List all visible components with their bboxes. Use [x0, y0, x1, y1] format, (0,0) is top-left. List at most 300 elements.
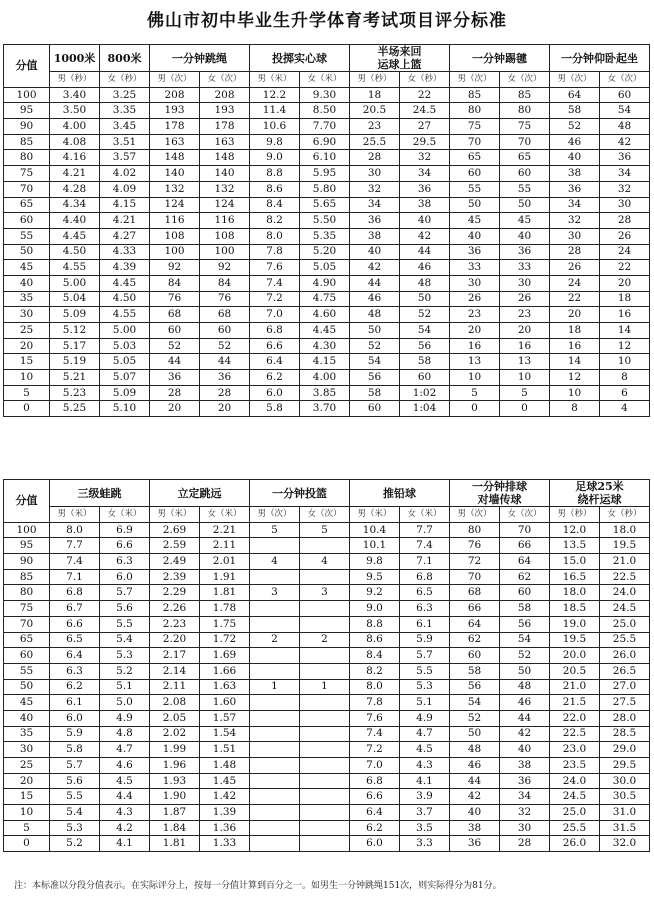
table-cell: 5.03 — [100, 338, 150, 354]
table-cell: 54 — [600, 103, 650, 119]
gender-unit-subheader: 男（米） — [250, 72, 300, 88]
score-column-header: 分值 — [4, 480, 50, 523]
table-cell: 4.50 — [100, 291, 150, 307]
table-cell: 60 — [450, 166, 500, 182]
table-cell: 27.0 — [600, 679, 650, 695]
table-row — [4, 275, 650, 291]
table-cell: 38 — [350, 228, 400, 244]
table-cell: 58 — [500, 601, 550, 617]
table-cell — [300, 710, 350, 726]
table-cell: 36 — [600, 150, 650, 166]
score-table-2 — [3, 479, 650, 852]
table-cell: 50 — [500, 197, 550, 213]
table-cell: 6.3 — [100, 554, 150, 570]
table-cell: 44 — [150, 354, 200, 370]
table-cell: 4.2 — [100, 820, 150, 836]
score-cell: 55 — [4, 663, 50, 679]
table-cell: 8.2 — [350, 663, 400, 679]
table-cell: 7.0 — [350, 758, 400, 774]
table-cell: 8.4 — [250, 197, 300, 213]
event-header-standing-long-jump: 立定跳远 — [150, 480, 250, 507]
table-row — [4, 307, 650, 323]
score-cell: 80 — [4, 585, 50, 601]
table-cell: 4.3 — [100, 805, 150, 821]
table-cell: 20 — [550, 307, 600, 323]
table-row — [4, 354, 650, 370]
table-cell: 33 — [450, 260, 500, 276]
table-cell: 20.0 — [550, 648, 600, 664]
table-cell: 4.1 — [100, 836, 150, 852]
table-cell: 163 — [150, 134, 200, 150]
table-cell: 4.00 — [300, 370, 350, 386]
table-cell: 7.0 — [250, 307, 300, 323]
table-cell: 6.0 — [50, 710, 100, 726]
table-cell: 60 — [500, 585, 550, 601]
table-cell — [250, 538, 300, 554]
table-cell: 54 — [350, 354, 400, 370]
table-cell: 28 — [550, 244, 600, 260]
gender-unit-subheader: 女（次） — [300, 507, 350, 523]
table-cell: 6.5 — [50, 632, 100, 648]
table-cell: 6.4 — [250, 354, 300, 370]
table-cell: 6.6 — [100, 538, 150, 554]
table-cell: 7.1 — [400, 554, 450, 570]
table-cell: 76 — [200, 291, 250, 307]
table-cell: 60 — [500, 166, 550, 182]
table-cell: 4.15 — [300, 354, 350, 370]
score-cell: 70 — [4, 181, 50, 197]
table-cell: 8.4 — [350, 648, 400, 664]
table-cell: 27.5 — [600, 695, 650, 711]
score-cell: 25 — [4, 323, 50, 339]
table-row — [4, 616, 650, 632]
table-cell: 3.51 — [100, 134, 150, 150]
table-cell: 5.35 — [300, 228, 350, 244]
table-cell — [250, 710, 300, 726]
table-cell: 62 — [500, 569, 550, 585]
table-cell: 26 — [500, 291, 550, 307]
table-cell: 5.8 — [250, 401, 300, 417]
table-cell: 1.69 — [200, 648, 250, 664]
table-cell: 68 — [150, 307, 200, 323]
table-cell: 4.4 — [100, 789, 150, 805]
table-cell: 23 — [450, 307, 500, 323]
table-row — [4, 742, 650, 758]
table-cell: 21.0 — [600, 554, 650, 570]
table-cell: 64 — [450, 616, 500, 632]
score-cell: 100 — [4, 522, 50, 538]
table-cell: 48 — [400, 275, 450, 291]
table-cell: 2.23 — [150, 616, 200, 632]
table-cell: 4 — [250, 554, 300, 570]
score-cell: 60 — [4, 213, 50, 229]
event-header-basketball-shooting: 一分钟投篮 — [250, 480, 350, 507]
table-cell: 1.48 — [200, 758, 250, 774]
table-cell: 3.85 — [300, 385, 350, 401]
table-cell: 34 — [600, 166, 650, 182]
table-cell: 28 — [350, 150, 400, 166]
score-cell: 80 — [4, 150, 50, 166]
table-cell: 60 — [350, 401, 400, 417]
table-cell: 4.27 — [100, 228, 150, 244]
score-cell: 50 — [4, 679, 50, 695]
table-row — [4, 538, 650, 554]
table-row — [4, 338, 650, 354]
table-cell: 26 — [450, 291, 500, 307]
table-cell: 4 — [300, 554, 350, 570]
table-cell: 4.9 — [400, 710, 450, 726]
table-cell: 26.0 — [550, 836, 600, 852]
table-cell — [250, 648, 300, 664]
table-cell: 42 — [600, 134, 650, 150]
table-cell: 23.0 — [550, 742, 600, 758]
table-cell: 56 — [450, 679, 500, 695]
table-cell: 4 — [600, 401, 650, 417]
table-cell: 2.59 — [150, 538, 200, 554]
table-row — [4, 260, 650, 276]
table-cell: 3.9 — [400, 789, 450, 805]
table-row — [4, 758, 650, 774]
table-cell: 7.4 — [400, 538, 450, 554]
table-cell: 2 — [300, 632, 350, 648]
table-cell: 30.0 — [600, 773, 650, 789]
event-header-layup: 半场来回 运球上篮 — [350, 45, 450, 72]
table-cell: 6.5 — [400, 585, 450, 601]
table-cell: 60 — [400, 370, 450, 386]
table-cell: 4.55 — [100, 307, 150, 323]
table-cell: 4.45 — [50, 228, 100, 244]
table-cell: 68 — [200, 307, 250, 323]
table-cell: 2.14 — [150, 663, 200, 679]
score-cell: 30 — [4, 742, 50, 758]
score-cell: 35 — [4, 726, 50, 742]
table-cell: 1.91 — [200, 569, 250, 585]
table-cell: 8 — [550, 401, 600, 417]
score-cell: 30 — [4, 307, 50, 323]
score-cell: 35 — [4, 291, 50, 307]
table-cell: 44 — [400, 244, 450, 260]
table-cell: 8.8 — [250, 166, 300, 182]
table-cell: 45 — [450, 213, 500, 229]
table-cell — [300, 569, 350, 585]
table-cell: 4.6 — [100, 758, 150, 774]
table-cell: 52 — [550, 119, 600, 135]
table-cell: 46 — [550, 134, 600, 150]
gender-unit-subheader: 女（米） — [200, 507, 250, 523]
table-cell: 5.9 — [50, 726, 100, 742]
table-cell: 50 — [450, 197, 500, 213]
table-cell: 46 — [450, 758, 500, 774]
table-cell: 132 — [150, 181, 200, 197]
table-cell: 3 — [250, 585, 300, 601]
table-cell — [250, 742, 300, 758]
table-cell: 60 — [150, 323, 200, 339]
table-cell: 28 — [500, 836, 550, 852]
event-header-shuttlecock: 一分钟踢毽 — [450, 45, 550, 72]
table-cell: 30 — [450, 275, 500, 291]
table-cell: 6 — [600, 385, 650, 401]
table-cell: 208 — [150, 87, 200, 103]
table-cell — [300, 758, 350, 774]
score-cell: 65 — [4, 632, 50, 648]
table-cell: 16.5 — [550, 569, 600, 585]
table-cell: 7.8 — [250, 244, 300, 260]
table-cell: 85 — [450, 87, 500, 103]
table-row — [4, 773, 650, 789]
table-row — [4, 213, 650, 229]
table-cell: 2.11 — [200, 538, 250, 554]
table-cell: 24.0 — [600, 585, 650, 601]
table-cell — [300, 695, 350, 711]
table-cell: 132 — [200, 181, 250, 197]
score-cell: 95 — [4, 103, 50, 119]
table-cell: 5.17 — [50, 338, 100, 354]
table-cell: 7.70 — [300, 119, 350, 135]
table-cell: 1.45 — [200, 773, 250, 789]
table-cell: 5.09 — [100, 385, 150, 401]
table-cell: 4.00 — [50, 119, 100, 135]
table-cell: 32 — [350, 181, 400, 197]
table-cell — [250, 805, 300, 821]
table-cell: 4.21 — [50, 166, 100, 182]
table-cell: 5.09 — [50, 307, 100, 323]
score-cell: 20 — [4, 773, 50, 789]
table-cell: 4.33 — [100, 244, 150, 260]
score-cell: 100 — [4, 87, 50, 103]
table-cell: 38 — [500, 758, 550, 774]
table-cell: 3.40 — [50, 87, 100, 103]
table-cell: 25.5 — [600, 632, 650, 648]
table-cell: 20 — [500, 323, 550, 339]
table-cell: 5.05 — [100, 354, 150, 370]
table-cell: 30 — [500, 275, 550, 291]
table-cell: 10.1 — [350, 538, 400, 554]
table-cell: 6.4 — [350, 805, 400, 821]
table-cell: 6.2 — [50, 679, 100, 695]
table-cell: 20 — [450, 323, 500, 339]
table-cell: 7.6 — [350, 710, 400, 726]
table-cell: 26.0 — [600, 648, 650, 664]
table-cell: 70 — [500, 134, 550, 150]
table-cell: 9.30 — [300, 87, 350, 103]
table-cell: 3.35 — [100, 103, 150, 119]
table-cell: 4.9 — [100, 710, 150, 726]
table-cell: 1.87 — [150, 805, 200, 821]
score-cell: 85 — [4, 134, 50, 150]
table-cell: 55 — [450, 181, 500, 197]
table-row — [4, 789, 650, 805]
table-cell — [300, 663, 350, 679]
table-cell: 58 — [450, 663, 500, 679]
table-cell: 1.81 — [200, 585, 250, 601]
event-header-800m: 800米 — [100, 45, 150, 72]
table-cell: 29.5 — [400, 134, 450, 150]
table-cell — [300, 773, 350, 789]
table-cell: 0 — [450, 401, 500, 417]
table-cell: 140 — [150, 166, 200, 182]
table-cell: 40 — [500, 742, 550, 758]
table-cell: 10.6 — [250, 119, 300, 135]
gender-unit-subheader: 男（次） — [450, 507, 500, 523]
table-cell: 27 — [400, 119, 450, 135]
table-cell: 5.23 — [50, 385, 100, 401]
table-cell — [250, 569, 300, 585]
table-cell: 50 — [350, 323, 400, 339]
table-cell: 36 — [500, 773, 550, 789]
footnote: 注：本标准以分段分值表示。在实际评分上，按每一分值计算到百分之一。如男生一分钟跳绳151次，则实际得分为81分。 — [14, 881, 502, 891]
table-cell: 5.4 — [50, 805, 100, 821]
table-cell: 5.00 — [50, 275, 100, 291]
score-cell: 65 — [4, 197, 50, 213]
table-cell: 52 — [500, 648, 550, 664]
table-cell: 6.8 — [350, 773, 400, 789]
table-cell: 1:04 — [400, 401, 450, 417]
table-cell: 108 — [150, 228, 200, 244]
table-row — [4, 554, 650, 570]
table-cell: 6.10 — [300, 150, 350, 166]
table-cell: 50 — [500, 663, 550, 679]
table-cell — [250, 758, 300, 774]
table-cell: 10.4 — [350, 522, 400, 538]
table-cell: 6.1 — [400, 616, 450, 632]
table-cell: 5.95 — [300, 166, 350, 182]
table-cell: 5.0 — [100, 695, 150, 711]
table-cell: 4.50 — [50, 244, 100, 260]
table-cell: 84 — [200, 275, 250, 291]
table-cell: 12.2 — [250, 87, 300, 103]
table-cell: 5.5 — [100, 616, 150, 632]
table-cell: 85 — [500, 87, 550, 103]
table-cell: 6.8 — [250, 323, 300, 339]
table-cell: 6.8 — [50, 585, 100, 601]
table-cell: 4.7 — [100, 742, 150, 758]
table-cell: 4.75 — [300, 291, 350, 307]
table-cell: 6.4 — [50, 648, 100, 664]
table-cell: 29.0 — [600, 742, 650, 758]
table-cell: 48 — [600, 119, 650, 135]
score-cell: 95 — [4, 538, 50, 554]
table-cell: 48 — [450, 742, 500, 758]
score-cell: 60 — [4, 648, 50, 664]
table-cell: 5 — [450, 385, 500, 401]
table-cell: 4.21 — [100, 213, 150, 229]
table-cell: 8.0 — [350, 679, 400, 695]
table-cell: 76 — [450, 538, 500, 554]
gender-unit-subheader: 女（米） — [400, 507, 450, 523]
table-cell: 4.3 — [400, 758, 450, 774]
table-cell: 3.50 — [50, 103, 100, 119]
table-cell: 20.5 — [350, 103, 400, 119]
table-cell: 22 — [550, 291, 600, 307]
table-cell: 66 — [450, 601, 500, 617]
table-row — [4, 648, 650, 664]
score-cell: 40 — [4, 710, 50, 726]
table-cell: 12 — [550, 370, 600, 386]
table-cell — [250, 820, 300, 836]
table-cell: 36 — [150, 370, 200, 386]
table-cell: 24.0 — [550, 773, 600, 789]
table-row — [4, 385, 650, 401]
table-row — [4, 291, 650, 307]
table-cell: 5.5 — [400, 663, 450, 679]
table-cell: 38 — [450, 820, 500, 836]
table-row — [4, 103, 650, 119]
table-cell: 2.39 — [150, 569, 200, 585]
table-cell: 0 — [500, 401, 550, 417]
table-cell: 6.2 — [250, 370, 300, 386]
table-cell: 25.0 — [550, 805, 600, 821]
table-cell: 26.5 — [600, 663, 650, 679]
score-cell: 85 — [4, 569, 50, 585]
table-row — [4, 244, 650, 260]
table-cell: 5 — [250, 522, 300, 538]
table-row — [4, 726, 650, 742]
table-cell: 1.72 — [200, 632, 250, 648]
table-cell — [250, 773, 300, 789]
table-cell: 5.9 — [400, 632, 450, 648]
table-cell: 2.17 — [150, 648, 200, 664]
table-cell: 100 — [150, 244, 200, 260]
table-row — [4, 569, 650, 585]
table-cell: 4.39 — [100, 260, 150, 276]
table-cell: 22.5 — [600, 569, 650, 585]
table-cell: 6.6 — [350, 789, 400, 805]
table-cell: 30 — [600, 197, 650, 213]
table-cell: 30 — [350, 166, 400, 182]
table-cell: 3.45 — [100, 119, 150, 135]
table-cell — [250, 726, 300, 742]
gender-unit-subheader: 男（次） — [250, 507, 300, 523]
table-row — [4, 679, 650, 695]
table-row — [4, 820, 650, 836]
table-cell: 1.54 — [200, 726, 250, 742]
table-cell: 15.0 — [550, 554, 600, 570]
table-cell: 7.2 — [350, 742, 400, 758]
table-cell: 21.5 — [550, 695, 600, 711]
table-cell: 5.7 — [50, 758, 100, 774]
table-cell: 19.0 — [550, 616, 600, 632]
table-cell: 8.6 — [350, 632, 400, 648]
table-cell: 70 — [450, 134, 500, 150]
gender-unit-subheader: 男（米） — [50, 507, 100, 523]
table-cell: 80 — [450, 103, 500, 119]
score-cell: 15 — [4, 354, 50, 370]
table-cell: 18 — [550, 323, 600, 339]
table-cell: 46 — [500, 695, 550, 711]
table-cell: 52 — [350, 338, 400, 354]
table-cell — [300, 648, 350, 664]
table-cell: 16 — [500, 338, 550, 354]
table-cell: 4.40 — [50, 213, 100, 229]
table-cell: 7.4 — [50, 554, 100, 570]
score-cell: 90 — [4, 554, 50, 570]
table-cell: 44 — [200, 354, 250, 370]
table-cell: 42 — [450, 789, 500, 805]
table-cell: 2.49 — [150, 554, 200, 570]
table-cell: 36 — [550, 181, 600, 197]
table-cell: 6.2 — [350, 820, 400, 836]
table-cell: 40 — [450, 805, 500, 821]
table-cell: 5.1 — [100, 679, 150, 695]
table-cell: 24.5 — [550, 789, 600, 805]
table-cell: 32 — [600, 181, 650, 197]
table-cell: 6.3 — [50, 663, 100, 679]
score-table-1 — [3, 44, 650, 417]
table-cell: 3.5 — [400, 820, 450, 836]
table-cell: 10 — [600, 354, 650, 370]
table-cell: 3 — [300, 585, 350, 601]
table-cell: 40 — [400, 213, 450, 229]
